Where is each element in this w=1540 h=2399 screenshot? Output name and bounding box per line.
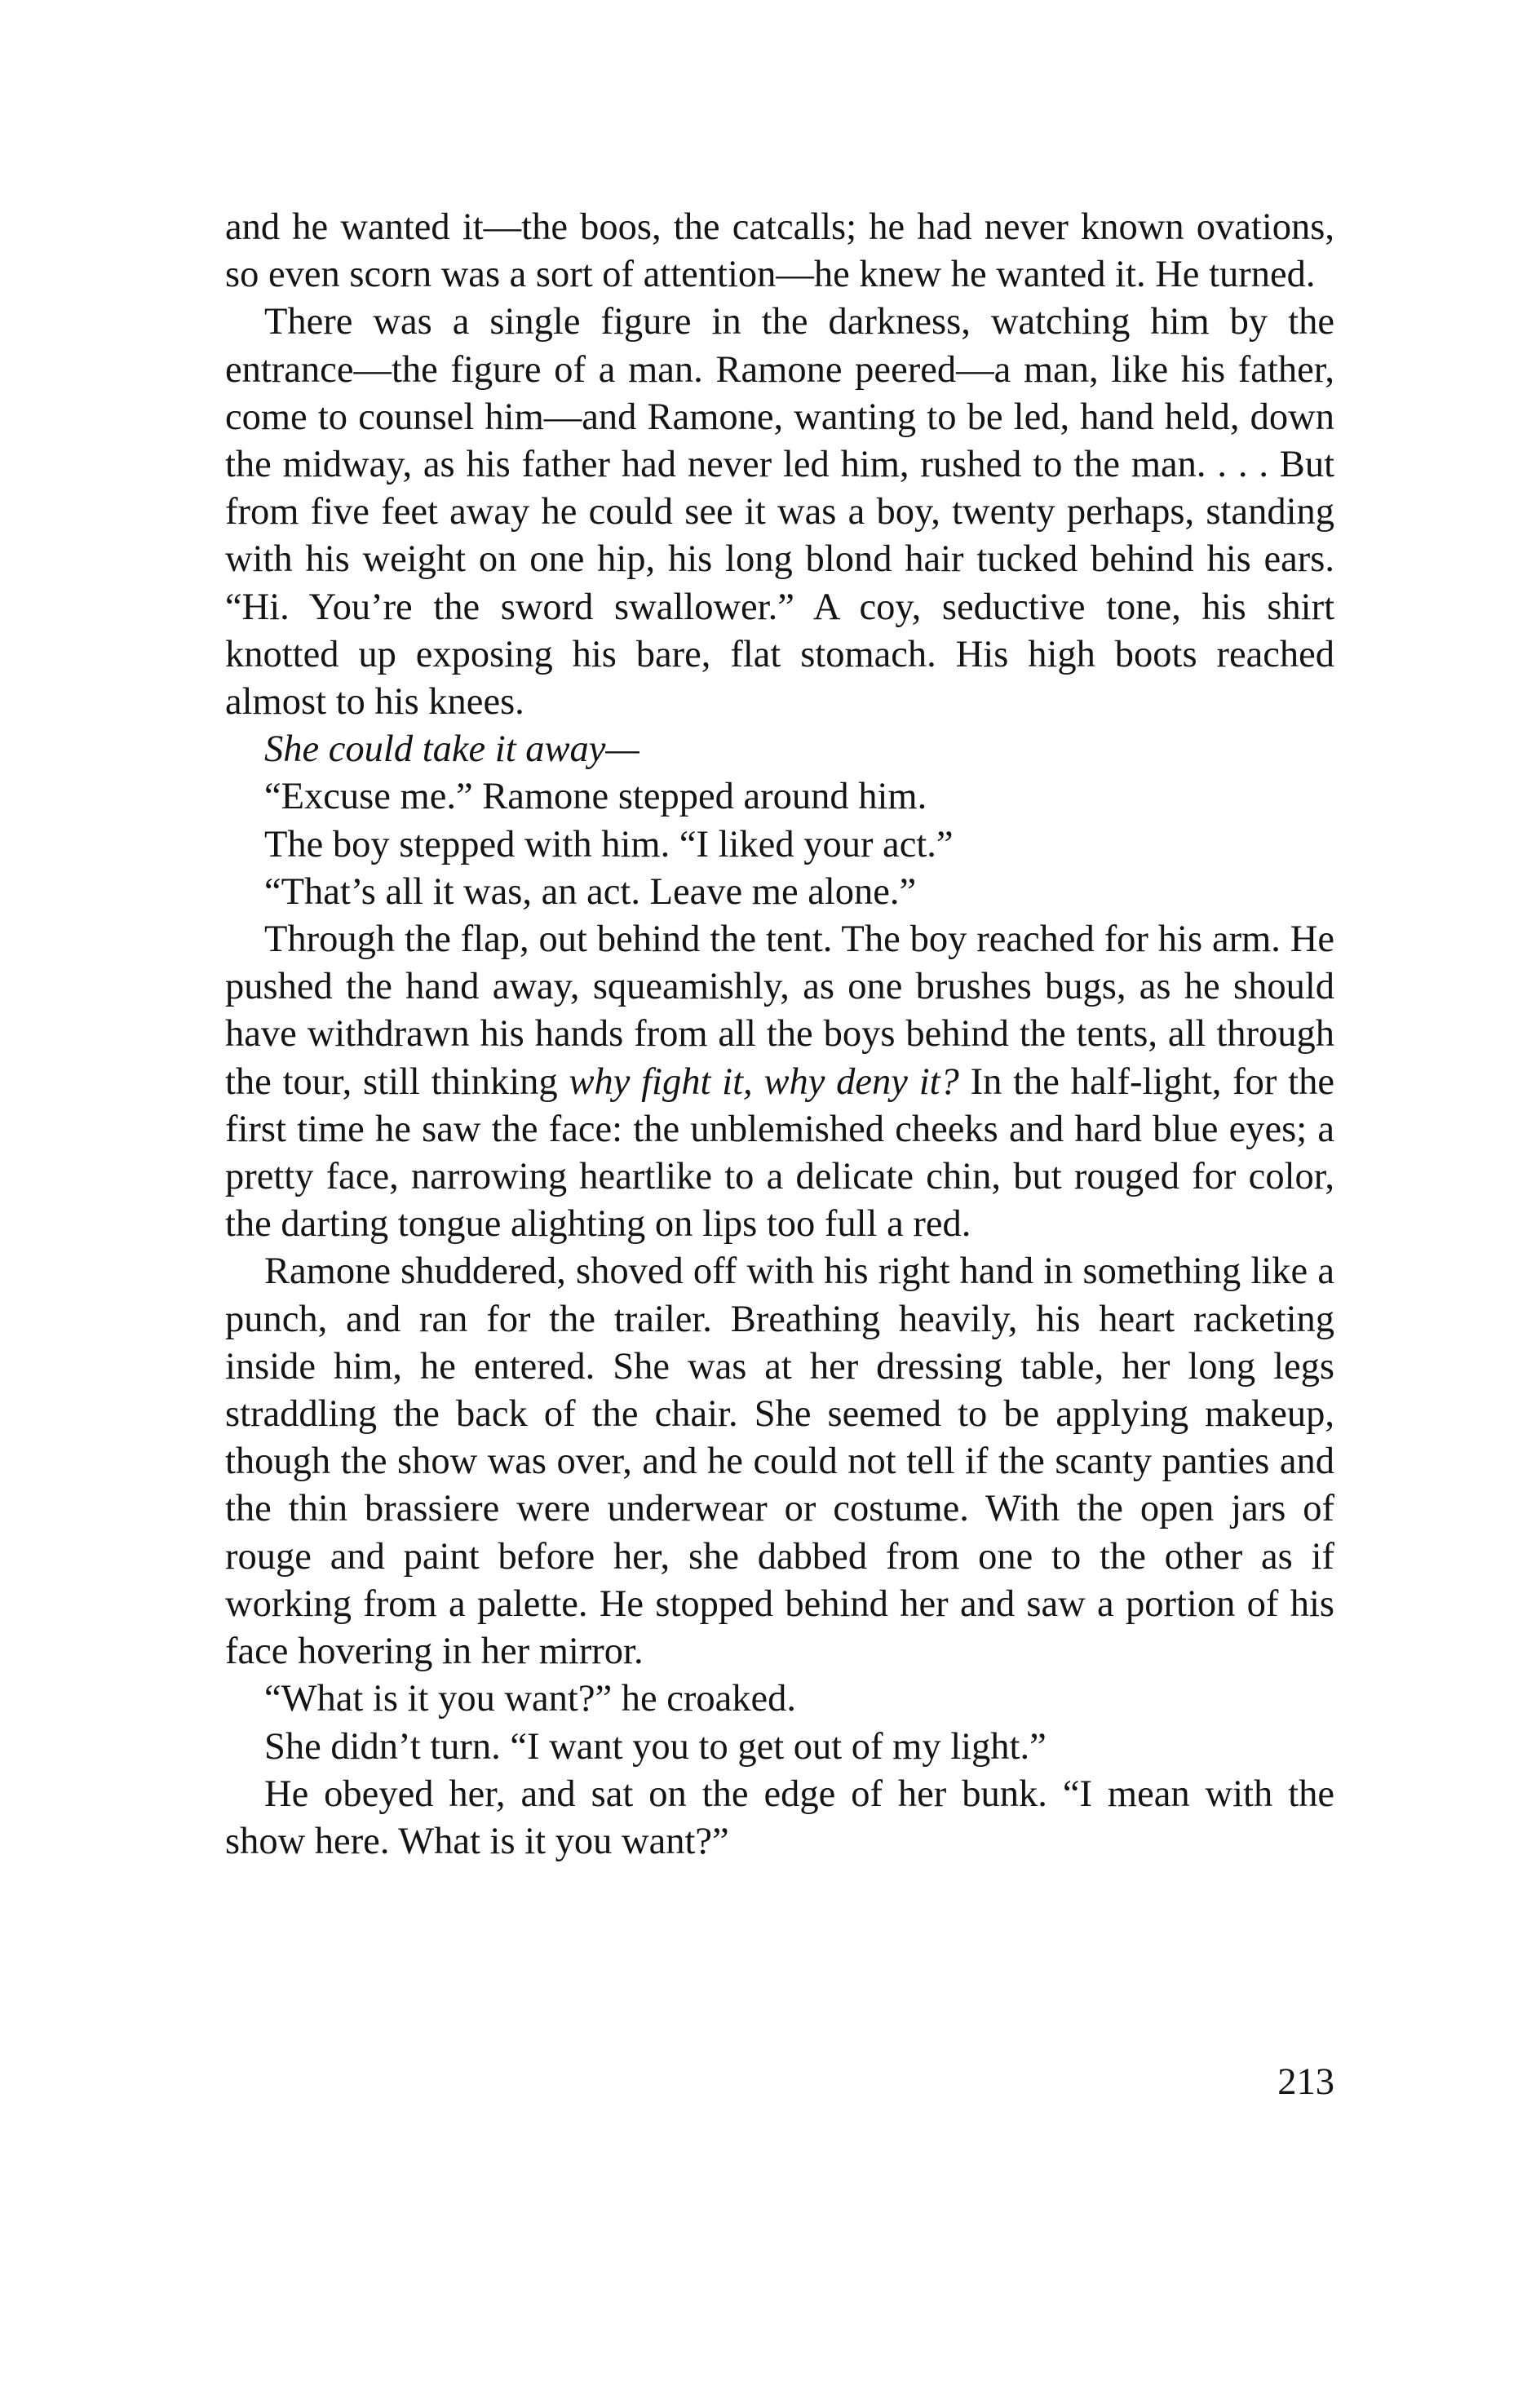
text-run: “That’s all it was, an act. Leave me alone.” bbox=[264, 870, 917, 913]
text-run: “Excuse me.” Ramone stepped around him. bbox=[264, 776, 927, 818]
paragraph bbox=[225, 726, 1334, 773]
paragraph bbox=[225, 204, 1334, 299]
text-run: Through the flap, out behind the tent. The boy reached for his arm. He pushed the hand away, squeamishly, as one brushes bugs, as he should have withdrawn his hands from all the boys behind the tents, all through the tour, still thinking bbox=[225, 918, 1334, 1103]
paragraph bbox=[225, 299, 1334, 726]
page-body bbox=[225, 204, 1334, 1866]
text-run: The boy stepped with him. “I liked your act.” bbox=[264, 823, 954, 865]
paragraph bbox=[225, 1248, 1334, 1675]
text-run: “What is it you want?” he croaked. bbox=[264, 1678, 797, 1720]
text-run: She didn’t turn. “I want you to get out of my light.” bbox=[264, 1725, 1047, 1768]
text-run: Ramone shuddered, shoved off with his right hand in something like a punch, and ran for the trailer. Breathing heavily, his heart racketing inside him, he entered. She was at her dressing table, her long legs straddling the back of the chair. She seemed to be applying makeup, though the show was over, and he could not tell if the scanty panties and the thin brassiere were underwear or costume. With the open jars of rouge and paint before her, she dabbed from one to the other as if working from a palette. He stopped behind her and saw a portion of his face hovering in her mirror. bbox=[225, 1250, 1334, 1673]
text-run: He obeyed her, and sat on the edge of her bunk. “I mean with the show here. What is it you want?” bbox=[225, 1773, 1334, 1862]
text-run: In the half-light, for the first time he saw the face: the unblemished cheeks and hard blue eyes; a pretty face, narrowing heartlike to a delicate chin, but rouged for color, the darting tongue alighting on lips too full a red. bbox=[225, 1060, 1334, 1246]
text-run: There was a single figure in the darkness, watching him by the entrance—the figure of a man. Ramone peered—a man, like his father, come to counsel him—and Ramone, wanting to be led, hand held, down the midway, as his father had never led him, rushed to the man. . . . But from five feet away he could see it was a boy, twenty perhaps, standing with his weight on one hip, his long blond hair tucked behind his ears. “Hi. You’re the sword swallower.” A coy, seductive tone, his shirt knotted up exposing his bare, flat stomach. His high boots reached almost to his knees. bbox=[225, 301, 1334, 724]
page-number: 213 bbox=[1277, 2061, 1334, 2103]
paragraph bbox=[225, 1675, 1334, 1723]
paragraph bbox=[225, 821, 1334, 869]
text-run: and he wanted it—the boos, the catcalls; he had never known ovations, so even scorn was a sort of attention—he knew he wanted it. He turned. bbox=[225, 206, 1334, 296]
paragraph bbox=[225, 916, 1334, 1248]
paragraph bbox=[225, 1771, 1334, 1866]
paragraph bbox=[225, 773, 1334, 821]
italic-text: why fight it, why deny it? bbox=[569, 1060, 959, 1103]
italic-text: She could take it away— bbox=[264, 728, 639, 771]
paragraph bbox=[225, 869, 1334, 916]
paragraph bbox=[225, 1724, 1334, 1771]
